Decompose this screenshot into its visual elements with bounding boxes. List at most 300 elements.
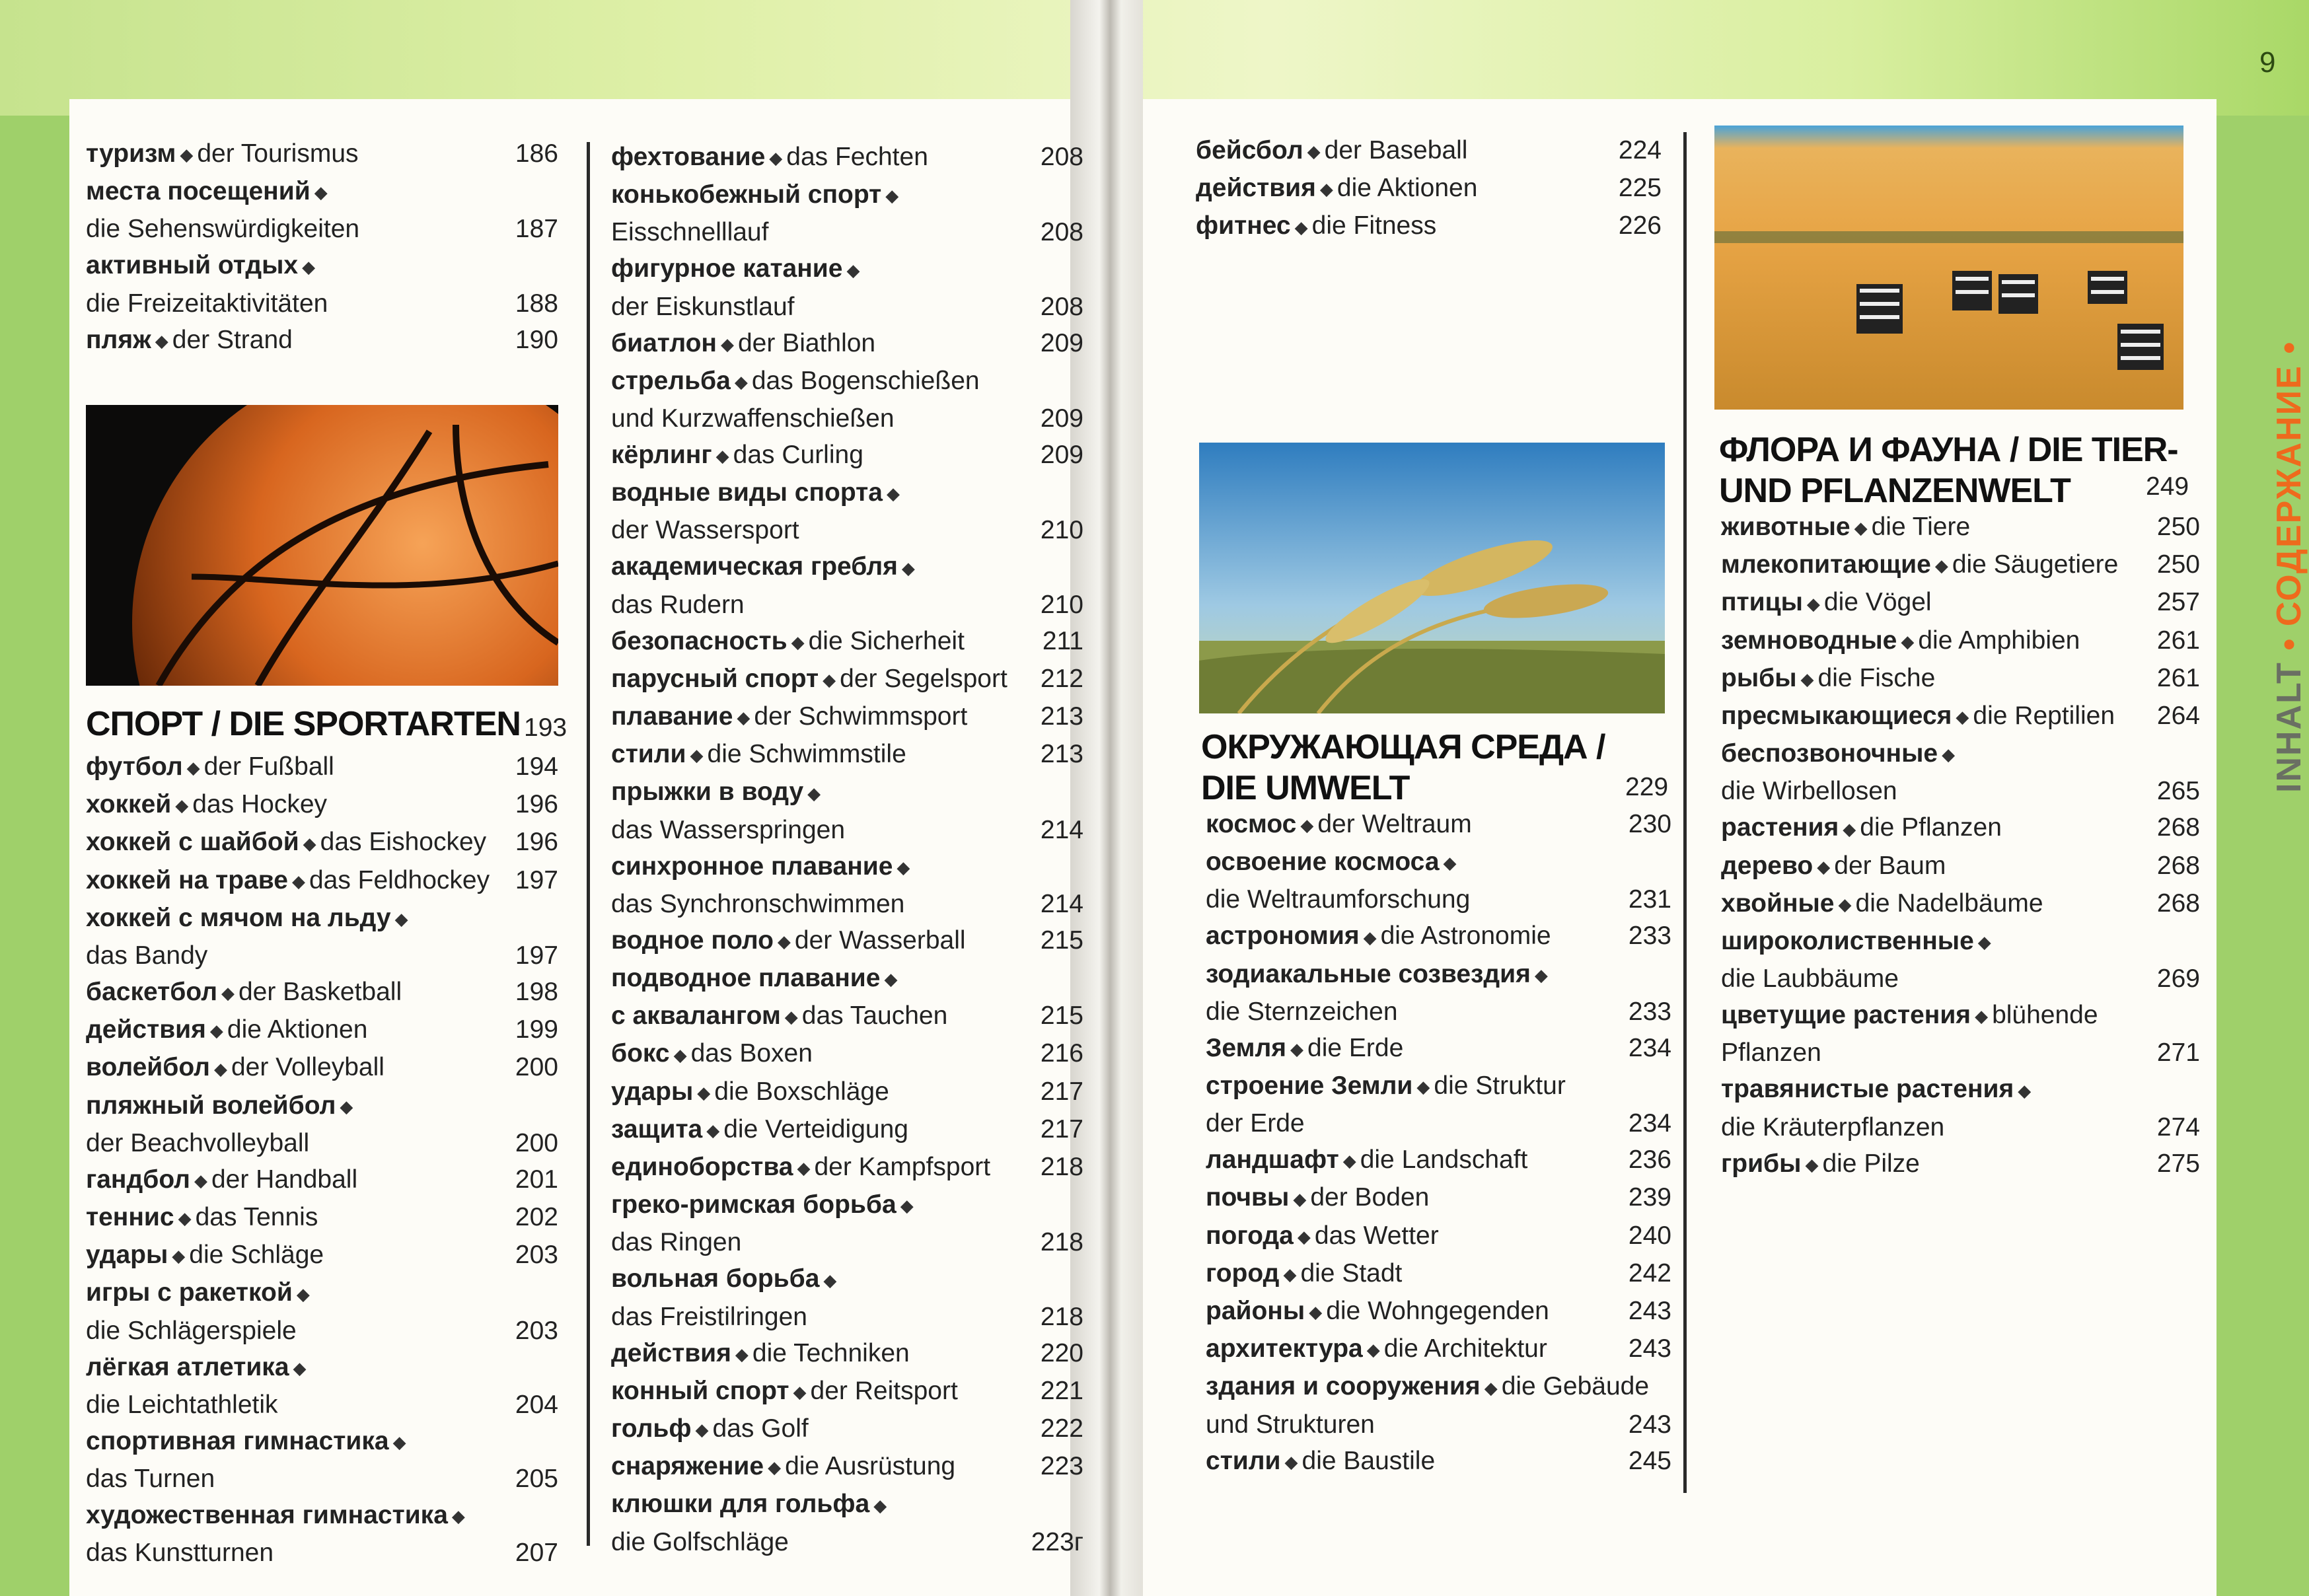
toc-entry — [86, 173, 558, 211]
diamond-separator-icon: ◆ — [737, 707, 751, 728]
toc-entry — [1721, 809, 2200, 847]
entry-russian: парусный спорт — [611, 664, 819, 693]
entry-page-number: 223г — [1031, 1527, 1083, 1556]
entry-russian: хоккей с мячом на льду — [86, 903, 391, 932]
diamond-separator-icon: ◆ — [209, 1021, 223, 1041]
entry-page-number: 275 — [2156, 1149, 2200, 1178]
entry-russian: баскетбол — [86, 978, 217, 1007]
entry-german: das Tennis — [195, 1203, 318, 1232]
entry-russian: стили — [1206, 1446, 1281, 1475]
entry-german: die Wohngegenden — [1326, 1297, 1549, 1326]
entry-page-number: 208 — [1040, 218, 1083, 247]
entry-russian: пресмыкающиеся — [1721, 702, 1952, 731]
entry-page-number: 240 — [1628, 1221, 1671, 1250]
toc-entry — [1721, 848, 2200, 885]
toc-entry — [86, 135, 558, 173]
entry-page-number: 217 — [1040, 1114, 1083, 1143]
diamond-separator-icon: ◆ — [1975, 1006, 1989, 1027]
entry-russian: животные — [1721, 513, 1851, 541]
toc-entry — [611, 325, 1083, 363]
entry-russian: художественная гимнастика — [86, 1501, 448, 1530]
toc-entry — [611, 998, 1083, 1035]
entry-german: die Gebäude — [1501, 1372, 1650, 1401]
entry-german: und Strukturen — [1206, 1410, 1375, 1439]
toc-entry — [611, 736, 1083, 774]
entry-german: die Boxschläge — [714, 1077, 889, 1106]
entry-page-number: 212 — [1040, 664, 1083, 693]
entry-page-number: 197 — [515, 941, 558, 970]
toc-entry — [1721, 885, 2200, 923]
toc-entry — [86, 1274, 558, 1312]
umwelt-section-title — [1201, 727, 1605, 809]
entry-page-number: 269 — [2156, 964, 2200, 994]
diamond-separator-icon: ◆ — [720, 334, 734, 354]
entry-page-number: 265 — [2156, 777, 2200, 806]
wheat-photo — [1199, 443, 1665, 713]
entry-russian: стрельба — [611, 366, 731, 395]
entry-russian: травянистые растения — [1721, 1075, 2014, 1104]
entry-german: die Stadt — [1300, 1258, 1403, 1288]
toc-entry — [1206, 1068, 1671, 1105]
diamond-separator-icon: ◆ — [823, 670, 836, 690]
toc-entry — [611, 214, 1083, 250]
toc-entry — [1206, 1105, 1671, 1142]
entry-german: die Aktionen — [1337, 174, 1478, 203]
entry-page-number: 274 — [2156, 1112, 2200, 1142]
entry-page-number: 208 — [1040, 143, 1083, 171]
entry-german: der Eiskunstlauf — [611, 292, 795, 321]
toc-entry — [611, 1224, 1083, 1260]
entry-german: der Baum — [1834, 851, 1946, 880]
entry-page-number: 268 — [2156, 851, 2200, 880]
wheat-image — [1199, 443, 1665, 713]
entry-page-number: 233 — [1628, 997, 1671, 1026]
entry-german: das Eishockey — [320, 828, 487, 857]
toc-entry — [1206, 1179, 1671, 1217]
entry-russian: районы — [1206, 1297, 1305, 1326]
diamond-separator-icon: ◆ — [340, 1096, 353, 1116]
diamond-separator-icon: ◆ — [303, 833, 316, 853]
entry-german: das Synchronschwimmen — [611, 889, 905, 918]
side-label — [2269, 198, 2309, 793]
entry-russian: стили — [611, 740, 686, 769]
entry-german: der Basketball — [238, 978, 402, 1007]
diamond-separator-icon: ◆ — [1843, 818, 1856, 839]
toc-entry — [86, 862, 558, 900]
entry-german: Pflanzen — [1721, 1038, 1821, 1068]
entry-russian: пляж — [86, 325, 151, 354]
toc-entry — [86, 900, 558, 937]
diamond-separator-icon: ◆ — [194, 1171, 207, 1191]
diamond-separator-icon: ◆ — [2018, 1080, 2032, 1101]
entry-german: die Verteidigung — [723, 1114, 908, 1143]
toc-entry — [1721, 698, 2200, 735]
toc-entry — [611, 848, 1083, 886]
toc-entry — [611, 774, 1083, 811]
entry-page-number: 222 — [1040, 1414, 1083, 1443]
entry-russian: бейсбол — [1196, 136, 1303, 164]
toc-column-3-umwelt — [1206, 806, 1671, 1480]
entry-russian: гольф — [611, 1414, 692, 1443]
toc-entry — [1206, 1443, 1671, 1480]
entry-russian: удары — [86, 1241, 168, 1270]
toc-entry — [1206, 956, 1671, 994]
entry-russian: цветущие растения — [1721, 1001, 1971, 1030]
diamond-separator-icon: ◆ — [846, 260, 860, 280]
entry-russian: рыбы — [1721, 663, 1797, 692]
toc-entry — [611, 886, 1083, 922]
diamond-separator-icon: ◆ — [1443, 853, 1457, 873]
diamond-separator-icon: ◆ — [884, 969, 898, 990]
toc-entry — [611, 1073, 1083, 1111]
entry-russian: волейбол — [86, 1053, 210, 1082]
diamond-separator-icon: ◆ — [291, 871, 305, 891]
entry-german: die Fische — [1817, 663, 1936, 692]
entry-german: die Sicherheit — [808, 626, 965, 655]
toc-entry — [611, 363, 1083, 400]
entry-german: die Reptilien — [1973, 702, 2115, 731]
toc-entry — [1206, 1217, 1671, 1255]
diamond-separator-icon: ◆ — [769, 148, 783, 168]
entry-page-number: 205 — [515, 1465, 558, 1494]
toc-entry — [1206, 844, 1671, 881]
entry-russian: туризм — [86, 139, 176, 168]
entry-german: die Techniken — [752, 1338, 910, 1367]
entry-russian: здания и сооружения — [1206, 1372, 1481, 1401]
toc-entry — [1206, 994, 1671, 1030]
entry-german: die Ausrüstung — [785, 1452, 956, 1481]
diamond-separator-icon: ◆ — [1901, 631, 1915, 651]
entry-german: die Sternzeichen — [1206, 997, 1398, 1026]
toc-entry — [611, 623, 1083, 661]
entry-page-number: 242 — [1628, 1258, 1671, 1288]
entry-page-number: 233 — [1628, 922, 1671, 951]
toc-entry — [1206, 1406, 1671, 1443]
entry-page-number: 198 — [515, 978, 558, 1007]
diamond-separator-icon: ◆ — [1806, 593, 1820, 614]
toc-entry — [611, 1524, 1083, 1560]
toc-entry — [611, 922, 1083, 960]
entry-page-number: 186 — [515, 139, 558, 168]
top-band — [0, 0, 2309, 116]
diamond-separator-icon: ◆ — [1805, 1154, 1819, 1175]
entry-german: das Turnen — [86, 1465, 215, 1494]
toc-entry — [611, 1373, 1083, 1410]
entry-page-number: 264 — [2156, 702, 2200, 731]
entry-german: das Bandy — [86, 941, 208, 970]
entry-german: die Golfschläge — [611, 1527, 789, 1556]
entry-russian: хоккей на траве — [86, 865, 288, 894]
toc-entry — [611, 1335, 1083, 1373]
entry-page-number: 202 — [515, 1203, 558, 1232]
entry-page-number: 210 — [1040, 516, 1083, 545]
toc-column-2 — [611, 139, 1083, 1560]
entry-german: der Baseball — [1324, 136, 1468, 164]
entry-russian: снаряжение — [611, 1452, 764, 1481]
entry-page-number: 243 — [1628, 1334, 1671, 1363]
diamond-separator-icon: ◆ — [1942, 744, 1956, 765]
entry-page-number: 187 — [515, 215, 558, 244]
toc-entry — [611, 139, 1083, 176]
entry-russian: фитнес — [1196, 211, 1291, 240]
entry-german: die Aktionen — [227, 1015, 368, 1044]
toc-entry — [86, 247, 558, 285]
entry-russian: академическая гребля — [611, 552, 898, 581]
diamond-separator-icon: ◆ — [734, 372, 748, 392]
diamond-separator-icon: ◆ — [186, 758, 200, 778]
entry-russian: освоение космоса — [1206, 848, 1440, 877]
entry-page-number: 218 — [1040, 1302, 1083, 1331]
entry-russian: космос — [1206, 810, 1297, 838]
toc-entry — [1206, 881, 1671, 918]
diamond-separator-icon: ◆ — [791, 632, 805, 652]
entry-german: das Hockey — [192, 790, 328, 819]
toc-entry — [86, 1423, 558, 1461]
entry-page-number: 203 — [515, 1316, 558, 1345]
entry-german: der Segelsport — [840, 664, 1008, 693]
diamond-separator-icon: ◆ — [302, 256, 316, 277]
toc-entry — [86, 1199, 558, 1237]
entry-german: die Freizeitaktivitäten — [86, 289, 328, 318]
entry-german: der Fußball — [203, 752, 334, 781]
toc-entry — [1196, 132, 1662, 170]
side-label-separator: • — [2270, 626, 2308, 651]
toc-entry — [86, 322, 558, 359]
entry-german: die Struktur — [1434, 1071, 1566, 1101]
entry-page-number: 220 — [1040, 1338, 1083, 1367]
entry-russian: игры с ракеткой — [86, 1278, 293, 1307]
entry-page-number: 224 — [1618, 136, 1662, 164]
entry-german: das Bogenschießen — [751, 366, 980, 395]
diamond-separator-icon: ◆ — [1300, 815, 1314, 836]
entry-page-number: 261 — [2156, 663, 2200, 692]
diamond-separator-icon: ◆ — [900, 1196, 914, 1216]
entry-page-number: 215 — [1040, 1001, 1083, 1031]
diamond-separator-icon: ◆ — [797, 1158, 811, 1179]
toc-entry — [1721, 1034, 2200, 1071]
entry-page-number: 239 — [1628, 1183, 1671, 1212]
entry-page-number: 200 — [515, 1053, 558, 1082]
entry-russian: млекопитающие — [1721, 550, 1931, 579]
toc-entry — [611, 698, 1083, 736]
entry-german: der Wassersport — [611, 516, 799, 545]
toc-entry — [86, 1049, 558, 1087]
entry-russian: действия — [611, 1338, 731, 1367]
entry-german: das Feldhockey — [309, 865, 490, 894]
entry-page-number: 257 — [2156, 588, 2200, 617]
entry-german: die Tiere — [1871, 513, 1971, 541]
entry-german: das Tauchen — [801, 1001, 948, 1031]
diamond-separator-icon: ◆ — [178, 1208, 192, 1229]
entry-russian: гандбол — [86, 1165, 190, 1194]
entry-page-number: 209 — [1040, 328, 1083, 357]
diamond-separator-icon: ◆ — [221, 983, 235, 1003]
diamond-separator-icon: ◆ — [793, 1382, 807, 1402]
toc-entry — [611, 437, 1083, 474]
entry-russian: кёрлинг — [611, 441, 712, 470]
entry-german: das Kunstturnen — [86, 1539, 274, 1568]
entry-german: das Wasserspringen — [611, 815, 846, 844]
entry-russian: с аквалангом — [611, 1001, 781, 1031]
toc-entry — [1206, 1255, 1671, 1293]
entry-page-number: 204 — [515, 1390, 558, 1419]
entry-russian: футбол — [86, 752, 183, 781]
diamond-separator-icon: ◆ — [715, 446, 729, 466]
diamond-separator-icon: ◆ — [394, 909, 408, 929]
entry-page-number: 199 — [515, 1015, 558, 1044]
diamond-separator-icon: ◆ — [885, 186, 899, 206]
toc-entry — [1196, 170, 1662, 207]
diamond-separator-icon: ◆ — [1366, 1340, 1380, 1360]
entry-german: der Volleyball — [231, 1053, 385, 1082]
diamond-separator-icon: ◆ — [1484, 1377, 1498, 1398]
toc-entry — [1206, 1142, 1671, 1179]
toc-entry — [611, 1486, 1083, 1523]
entry-german: die Säugetiere — [1952, 550, 2119, 579]
entry-russian: вольная борьба — [611, 1264, 820, 1293]
entry-page-number: 214 — [1040, 889, 1083, 918]
toc-entry — [611, 1186, 1083, 1224]
entry-german: der Beachvolleyball — [86, 1128, 310, 1157]
entry-russian: спортивная гимнастика — [86, 1426, 389, 1455]
toc-entry — [611, 661, 1083, 698]
entry-german: die Schläge — [189, 1241, 324, 1270]
entry-russian: удары — [611, 1077, 694, 1106]
entry-russian: беспозвоночные — [1721, 739, 1938, 768]
umwelt-title-line1: ОКРУЖАЮЩАЯ СРЕДА / — [1201, 728, 1605, 766]
toc-entry — [611, 1448, 1083, 1486]
toc-entry — [611, 587, 1083, 623]
entry-page-number: 236 — [1628, 1145, 1671, 1175]
entry-german: die Schwimmstile — [707, 740, 906, 769]
diamond-separator-icon: ◆ — [807, 783, 821, 803]
entry-page-number: 208 — [1040, 292, 1083, 321]
column-divider-right — [1683, 132, 1687, 1493]
toc-entry — [611, 1299, 1083, 1335]
sport-section-number: 193 — [524, 713, 568, 742]
entry-german: der Biathlon — [737, 328, 876, 357]
entry-page-number: 231 — [1628, 885, 1671, 914]
entry-german: die Nadelbäume — [1855, 889, 2043, 918]
diamond-separator-icon: ◆ — [784, 1007, 798, 1027]
entry-russian: растения — [1721, 813, 1839, 842]
entry-page-number: 243 — [1628, 1410, 1671, 1439]
entry-russian: греко-римская борьба — [611, 1190, 897, 1219]
entry-russian: пляжный волейбол — [86, 1091, 336, 1120]
diamond-separator-icon: ◆ — [172, 1246, 186, 1266]
toc-entry — [611, 1035, 1083, 1073]
toc-entry — [1206, 806, 1671, 844]
diamond-separator-icon: ◆ — [1363, 927, 1377, 947]
diamond-separator-icon: ◆ — [690, 745, 704, 766]
entry-page-number: 217 — [1040, 1077, 1083, 1106]
entry-page-number: 230 — [1628, 810, 1671, 838]
diamond-separator-icon: ◆ — [213, 1058, 227, 1079]
entry-german: die Pilze — [1822, 1149, 1920, 1178]
entry-german: das Boxen — [690, 1039, 813, 1068]
entry-page-number: 203 — [515, 1241, 558, 1270]
entry-russian: прыжки в воду — [611, 778, 804, 807]
entry-german: der Erde — [1206, 1109, 1305, 1138]
entry-german: der Weltraum — [1317, 810, 1472, 838]
entry-russian: бокс — [611, 1039, 670, 1068]
toc-entry — [611, 1260, 1083, 1298]
entry-german: die Amphibien — [1918, 626, 2080, 655]
diamond-separator-icon: ◆ — [1284, 1451, 1298, 1472]
entry-german: das Freistilringen — [611, 1302, 807, 1331]
toc-entry — [86, 1237, 558, 1274]
entry-russian: грибы — [1721, 1149, 1802, 1178]
entry-german: der Strand — [172, 325, 293, 354]
entry-page-number: 261 — [2156, 626, 2200, 655]
entry-russian: почвы — [1206, 1183, 1290, 1212]
toc-entry — [86, 1161, 558, 1199]
entry-page-number: 194 — [515, 752, 558, 781]
diamond-separator-icon: ◆ — [673, 1044, 687, 1065]
entry-page-number: 207 — [515, 1539, 558, 1568]
entry-russian: клюшки для гольфа — [611, 1490, 870, 1519]
entry-russian: погода — [1206, 1221, 1294, 1250]
entry-russian: места посещений — [86, 177, 311, 206]
diamond-separator-icon: ◆ — [706, 1120, 720, 1141]
diamond-separator-icon: ◆ — [1956, 707, 1969, 727]
diamond-separator-icon: ◆ — [1293, 1188, 1307, 1209]
toc-entry — [611, 289, 1083, 325]
diamond-separator-icon: ◆ — [1283, 1264, 1297, 1285]
entry-russian: архитектура — [1206, 1334, 1363, 1363]
diamond-separator-icon: ◆ — [886, 484, 900, 504]
entry-german: die Laubbäume — [1721, 964, 1899, 994]
diamond-separator-icon: ◆ — [897, 857, 910, 877]
diamond-separator-icon: ◆ — [901, 558, 915, 578]
entry-russian: строение Земли — [1206, 1071, 1413, 1101]
diamond-separator-icon: ◆ — [451, 1506, 465, 1527]
diamond-separator-icon: ◆ — [175, 795, 189, 816]
toc-entry — [86, 1535, 558, 1571]
entry-german: das Ringen — [611, 1228, 742, 1257]
entry-german: die Astronomie — [1380, 922, 1551, 951]
toc-entry — [1721, 584, 2200, 622]
diamond-separator-icon: ◆ — [1342, 1151, 1356, 1171]
toc-entry — [86, 285, 558, 322]
diamond-separator-icon: ◆ — [1290, 1039, 1303, 1060]
toc-entry — [86, 1011, 558, 1049]
diamond-separator-icon: ◆ — [392, 1432, 406, 1453]
entry-page-number: 268 — [2156, 813, 2200, 842]
entry-page-number: 214 — [1040, 815, 1083, 844]
side-label-inhalt: INHALT — [2270, 661, 2308, 793]
entry-russian: активный отдых — [86, 251, 299, 280]
entry-russian: водные виды спорта — [611, 478, 883, 507]
entry-russian: фигурное катание — [611, 254, 843, 283]
entry-german: die Wirbellosen — [1721, 777, 1897, 806]
entry-russian: лёгкая атлетика — [86, 1352, 289, 1381]
entry-page-number: 213 — [1040, 702, 1083, 731]
entry-page-number: 234 — [1628, 1033, 1671, 1062]
side-label-separator-end: • — [2270, 340, 2308, 354]
entry-russian: конькобежный спорт — [611, 180, 882, 209]
entry-german: die Kräuterpflanzen — [1721, 1112, 1945, 1142]
toc-entry — [86, 1461, 558, 1497]
toc-entry — [1721, 923, 2200, 961]
entry-page-number: 188 — [515, 289, 558, 318]
diamond-separator-icon: ◆ — [1297, 1226, 1311, 1247]
diamond-separator-icon: ◆ — [1977, 932, 1991, 953]
entry-russian: водное поло — [611, 925, 774, 955]
entry-page-number: 250 — [2156, 513, 2200, 541]
zebra-image — [1714, 126, 2183, 410]
diamond-separator-icon: ◆ — [1307, 141, 1321, 162]
